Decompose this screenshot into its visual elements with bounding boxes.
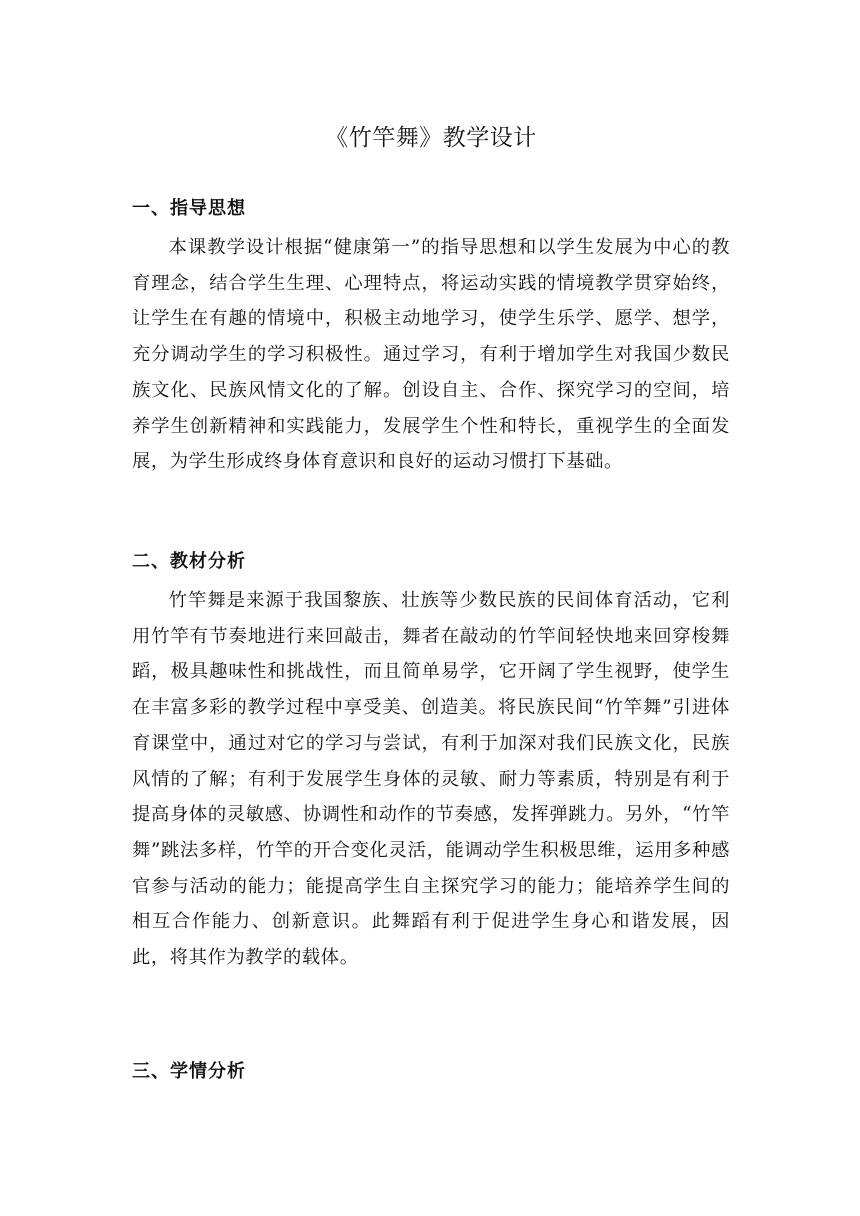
section-heading-material-analysis: 二、教材分析 [132,551,246,572]
section-heading-guiding-ideology: 一、指导思想 [132,198,246,219]
section-body-guiding-ideology: 本课教学设计根据“健康第一”的指导思想和以学生发展为中心的教育理念，结合学生生理、心理特点，将运动实践的情境教学贯穿始终，让学生在有趣的情境中，积极主动地学习，使学生乐学、愿学、想学，充分调动学生的学习积极性。通过学习，有利于增加学生对我国少数民族文化、民族风情文化的了解。创设自主、合作、探究学习的空间，培养学生创新精神和实践能力，发展学生个性和特长，重视学生的全面发展，为学生形成终身体育意识和良好的运动习惯打下基础。 [132,237,730,473]
section-body-material-analysis: 竹竿舞是来源于我国黎族、壮族等少数民族的民间体育活动，它利用竹竿有节奏地进行来回敲击，舞者在敲动的竹竿间轻快地来回穿梭舞蹈，极具趣味性和挑战性，而且简单易学，它开阔了学生视野，使学生在丰富多彩的教学过程中享受美、创造美。将民族民间“竹竿舞”引进体育课堂中，通过对它的学习与尝试，有利于加深对我们民族文化，民族风情的了解；有利于发展学生身体的灵敏、耐力等素质，特别是有利于提高身体的灵敏感、协调性和动作的节奏感，发挥弹跳力。另外，“竹竿舞”跳法多样，竹竿的开合变化灵活，能调动学生积极思维，运用多种感官参与活动的能力；能提高学生自主探究学习的能力；能培养学生间的相互合作能力、创新意识。此舞蹈有利于促进学生身心和谐发展，因此，将其作为教学的载体。 [132,590,730,969]
document-title: 《竹竿舞》教学设计 [325,125,537,151]
section-heading-learner-analysis: 三、学情分析 [132,1061,246,1082]
